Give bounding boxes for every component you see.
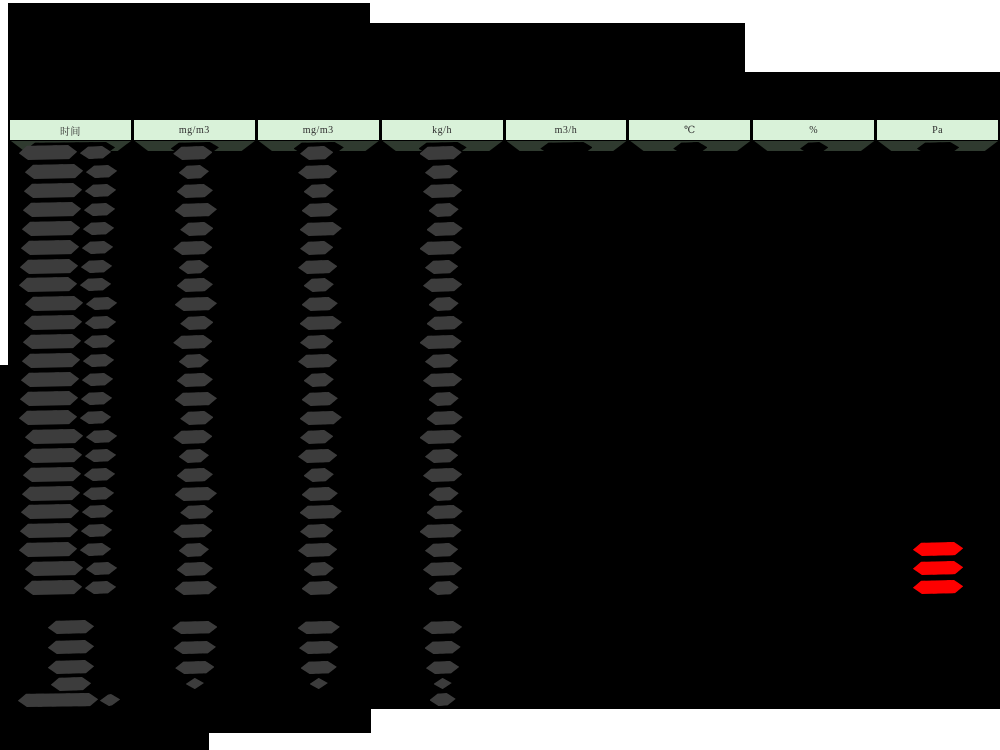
redacted-summary-label xyxy=(48,640,94,654)
redacted-time-value xyxy=(21,240,79,255)
redacted-value xyxy=(420,335,462,349)
redacted-value xyxy=(173,524,212,538)
redacted-time-value xyxy=(23,334,81,349)
redacted-value xyxy=(175,581,217,595)
redacted-value xyxy=(420,430,462,444)
redacted-time-value xyxy=(83,354,114,367)
redacted-time-value xyxy=(86,562,117,575)
redacted-summary-value xyxy=(174,641,216,654)
redacted-value xyxy=(177,373,213,387)
redacted-footer-value xyxy=(430,693,456,706)
redacted-summary-value xyxy=(301,661,337,674)
redacted-value xyxy=(429,581,459,595)
redacted-alarm-value xyxy=(913,542,963,556)
redacted-value xyxy=(429,392,459,406)
redacted-alarm-value xyxy=(913,561,963,575)
redacted-summary-value xyxy=(172,621,217,634)
redacted-time-value xyxy=(19,410,77,425)
redacted-summary-value xyxy=(434,678,452,689)
redacted-first-row-value xyxy=(540,142,592,154)
redacted-value xyxy=(300,316,342,330)
redacted-value xyxy=(173,335,212,349)
redacted-value xyxy=(177,468,213,482)
redacted-value xyxy=(175,392,217,406)
redacted-time-value xyxy=(25,429,83,444)
unit-label: Pa xyxy=(932,124,944,136)
redacted-value xyxy=(420,241,462,255)
redacted-time-value xyxy=(19,145,77,160)
redacted-time-value xyxy=(21,504,79,519)
redacted-value xyxy=(173,430,212,444)
redacted-value xyxy=(175,297,217,311)
redacted-alarm-value xyxy=(913,580,963,594)
redacted-time-value xyxy=(82,505,113,518)
redacted-summary-value xyxy=(425,641,461,654)
redacted-value xyxy=(173,241,212,255)
redacted-value xyxy=(423,468,462,482)
redacted-summary-label xyxy=(48,620,94,634)
redacted-time-value xyxy=(24,183,82,198)
redacted-value xyxy=(302,392,338,406)
redacted-value xyxy=(425,543,458,557)
unit-label: % xyxy=(809,124,819,136)
redacted-value xyxy=(300,524,333,538)
redacted-summary-value xyxy=(186,678,204,689)
redacted-time-value xyxy=(25,561,83,576)
redacted-footer-label xyxy=(100,694,120,706)
redacted-value xyxy=(300,241,333,255)
redacted-value xyxy=(302,487,338,501)
unit-label: mg/m3 xyxy=(178,124,210,136)
redacted-value xyxy=(179,543,209,557)
redacted-value xyxy=(179,354,209,368)
redacted-time-value xyxy=(20,259,78,274)
redacted-value xyxy=(300,505,342,519)
redacted-value xyxy=(300,430,333,444)
redacted-time-value xyxy=(25,164,83,179)
redacted-footer-label xyxy=(18,693,98,707)
redacted-value xyxy=(177,184,213,198)
redacted-time-value xyxy=(82,241,113,254)
redacted-time-value xyxy=(80,278,111,291)
redacted-time-value xyxy=(81,260,112,273)
redacted-time-value xyxy=(22,221,80,236)
redacted-value xyxy=(300,411,342,425)
redacted-value xyxy=(298,449,337,463)
redacted-time-value xyxy=(20,391,78,406)
redacted-time-value xyxy=(80,543,111,556)
redacted-value xyxy=(180,411,213,425)
redacted-time-value xyxy=(85,316,116,329)
redacted-value xyxy=(423,373,462,387)
redacted-time-value xyxy=(85,449,116,462)
unit-label: m3/h xyxy=(554,124,578,136)
redacted-summary-value xyxy=(423,621,462,634)
redacted-value xyxy=(304,373,334,387)
redacted-value xyxy=(429,203,459,217)
redacted-time-value xyxy=(84,335,115,348)
redacted-time-value xyxy=(85,184,116,197)
redacted-time-value xyxy=(86,297,117,310)
redacted-time-value xyxy=(86,430,117,443)
redacted-summary-value xyxy=(426,661,459,674)
redacted-summary-value xyxy=(175,661,214,674)
redacted-time-value xyxy=(23,202,81,217)
redacted-time-value xyxy=(25,296,83,311)
redacted-value xyxy=(302,581,338,595)
redacted-value xyxy=(429,297,459,311)
redacted-value xyxy=(179,165,209,179)
redacted-summary-value xyxy=(298,621,340,634)
redacted-value xyxy=(420,524,462,538)
redacted-value xyxy=(179,449,209,463)
redacted-value xyxy=(427,411,463,425)
redacted-value xyxy=(425,165,458,179)
redacted-value xyxy=(423,278,462,292)
redacted-value xyxy=(427,222,463,236)
redacted-value xyxy=(298,165,337,179)
unit-label: ℃ xyxy=(683,124,696,136)
redacted-time-value xyxy=(84,468,115,481)
redacted-value xyxy=(425,354,458,368)
redacted-time-value xyxy=(82,373,113,386)
redacted-value xyxy=(180,222,213,236)
redacted-summary-value xyxy=(299,641,338,654)
redacted-value xyxy=(425,260,458,274)
redacted-time-value xyxy=(83,222,114,235)
redacted-value xyxy=(304,468,334,482)
redacted-time-value xyxy=(20,523,78,538)
redacted-time-value xyxy=(21,372,79,387)
redacted-summary-label xyxy=(48,660,94,674)
redacted-value xyxy=(423,184,462,198)
redacted-value xyxy=(179,260,209,274)
redacted-value xyxy=(300,335,333,349)
redacted-value xyxy=(304,184,334,198)
redacted-value xyxy=(302,297,338,311)
redacted-value xyxy=(298,260,337,274)
redacted-time-value xyxy=(81,392,112,405)
redacted-value xyxy=(304,278,334,292)
redacted-time-value xyxy=(22,353,80,368)
redacted-time-value xyxy=(86,165,117,178)
redacted-time-value xyxy=(85,581,116,594)
redacted-time-value xyxy=(81,524,112,537)
redacted-time-value xyxy=(24,315,82,330)
redacted-value xyxy=(427,316,463,330)
redacted-value xyxy=(180,316,213,330)
redacted-time-value xyxy=(19,277,77,292)
redacted-value xyxy=(177,562,213,576)
redacted-time-value xyxy=(83,487,114,500)
redacted-time-value xyxy=(19,542,77,557)
redacted-time-value xyxy=(80,411,111,424)
redacted-time-value xyxy=(24,580,82,595)
redacted-time-value xyxy=(84,203,115,216)
redacted-value xyxy=(429,487,459,501)
redacted-value xyxy=(177,278,213,292)
redacted-value xyxy=(175,203,217,217)
redacted-value xyxy=(298,354,337,368)
redacted-value xyxy=(425,449,458,463)
redacted-value xyxy=(302,203,338,217)
unit-label: mg/m3 xyxy=(302,124,334,136)
redacted-value xyxy=(427,505,463,519)
redacted-value xyxy=(423,562,462,576)
unit-label: kg/h xyxy=(432,124,452,136)
redacted-value xyxy=(300,222,342,236)
unit-label: 时间 xyxy=(59,126,81,138)
redacted-summary-value xyxy=(310,678,328,689)
redacted-time-value xyxy=(24,448,82,463)
redacted-value xyxy=(175,487,217,501)
redacted-value xyxy=(304,562,334,576)
redacted-time-value xyxy=(22,486,80,501)
redacted-value xyxy=(298,543,337,557)
redacted-summary-label xyxy=(51,677,91,691)
redacted-time-value xyxy=(23,467,81,482)
redacted-value xyxy=(180,505,213,519)
